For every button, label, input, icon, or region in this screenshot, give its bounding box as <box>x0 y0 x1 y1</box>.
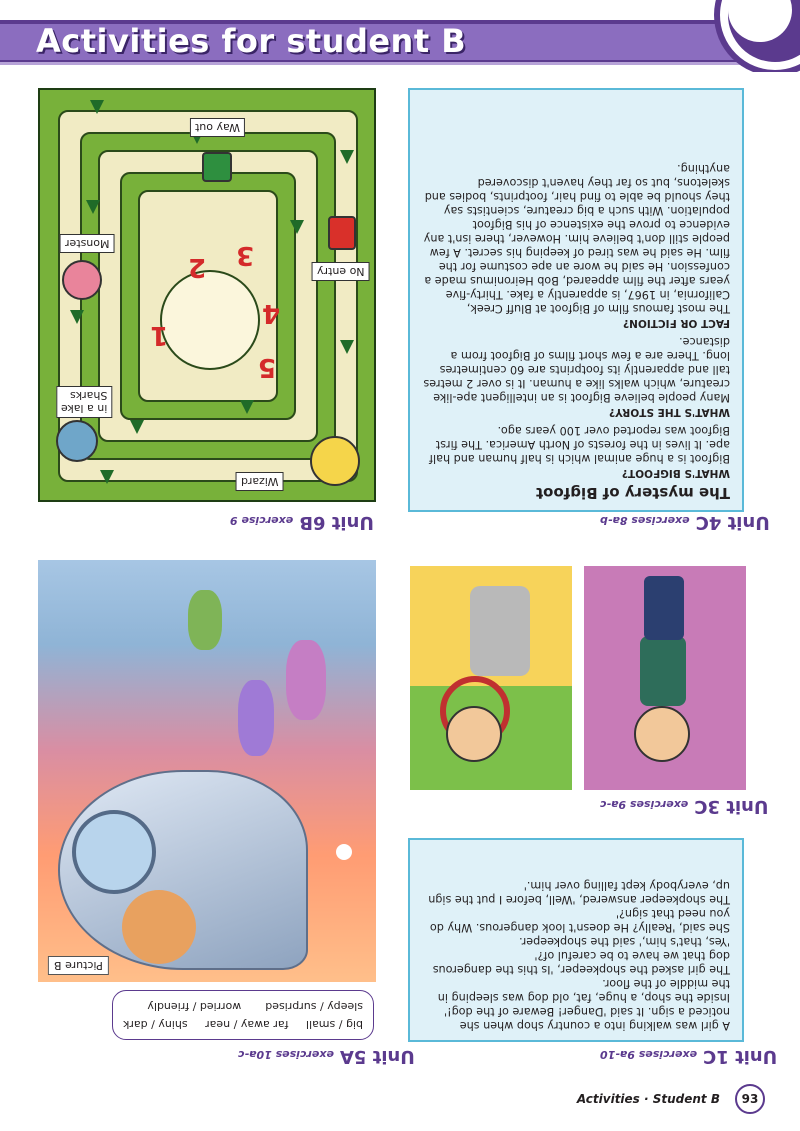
word-pair: worried / friendly <box>147 1000 242 1013</box>
bigfoot-heading-2: WHAT'S THE STORY? <box>609 406 730 418</box>
boy-face-icon <box>634 706 690 762</box>
tree-icon <box>90 100 104 114</box>
boy-body-icon <box>640 636 686 706</box>
tag-no-entry: No entry <box>312 262 370 281</box>
unit-6b-exercise: exercise 9 <box>230 514 294 527</box>
bigfoot-heading-3: FACT OR FICTION? <box>623 317 730 329</box>
tag-monster: Monster <box>60 234 115 253</box>
star-icon <box>336 844 352 860</box>
tree-icon <box>240 400 254 414</box>
unit-6b-title: Unit 6B <box>299 512 374 533</box>
cartoon-boy-falling <box>584 566 746 790</box>
bigfoot-text <box>410 90 742 510</box>
tree-icon <box>86 200 100 214</box>
tag-sharks-line-1: Sharks <box>69 389 108 402</box>
word-pairs-box <box>112 990 374 1040</box>
tree-icon <box>340 150 354 164</box>
cartoon-boy-bike <box>410 566 572 790</box>
story-para-1: A girl was walking into a country shop when she noticed a sign. It said 'Danger! Beware of the dog!' Inside the shop, a huge, fat, old dog was sleeping in the middle of the floor. <box>437 977 730 1032</box>
unit-5a-title: Unit 5A <box>339 1046 415 1067</box>
unit-4c-label <box>600 512 770 533</box>
alien-icon <box>286 640 326 720</box>
maze-center <box>160 270 260 370</box>
unit-1c-title: Unit 1C <box>703 1046 778 1067</box>
alien-icon <box>238 680 274 756</box>
tree-icon <box>100 470 114 484</box>
tag-sharks-line-2: in a lake <box>61 402 108 415</box>
boy-legs-icon <box>470 586 530 676</box>
bigfoot-para-3: The most famous film of Bigfoot at Bluff Creek, California, in 1967, is apparently a fake. Thirty-five years after the film appeared, Bob Heironimus made a confession. He said he wore an ape costume for the film. He said he was tired of keeping his secret. A few people still don't believe him. However, there isn't any evidence to prove the existence of his Bigfoot population. With such a big creature, scientists say they should be able to find hair, footprints, bodies and skeletons, but so far they haven't discovered anything. <box>423 162 730 315</box>
tag-wizard: Wizard <box>236 472 284 491</box>
unit-5a-exercise: exercises 10a-c <box>238 1048 334 1061</box>
monster-icon <box>62 260 102 300</box>
picture-b-label: Picture B <box>48 956 109 975</box>
bigfoot-para-2: Many people believe Bigfoot is an intelligent ape-like creature, which walks like a human. It is over 2 metres tall and apparently its footprints are 60 centimetres long. There are a few short films of Bigfoot from a distance. <box>423 335 730 404</box>
wizard-icon <box>310 436 360 486</box>
story-para-3: 'Yes, that's him,' said the shopkeeper. <box>519 935 730 948</box>
page-number: 93 <box>735 1084 765 1114</box>
maze-picture <box>38 88 376 502</box>
word-pair: big / small <box>305 1018 363 1031</box>
word-pairs <box>113 991 373 1039</box>
rocket-window-icon <box>72 810 156 894</box>
boy-face-icon <box>446 706 502 762</box>
unit-1c-label <box>600 1046 777 1067</box>
maze-number: 2 <box>188 252 207 282</box>
word-pairs-row-2 <box>123 997 363 1015</box>
page-title: Activities for student B <box>36 22 467 60</box>
space-picture <box>38 560 376 982</box>
unit-1c-exercise: exercises 9a-10 <box>600 1048 698 1061</box>
unit-3c-title: Unit 3C <box>694 796 769 817</box>
unit-3c-exercise: exercises 9a-c <box>600 798 689 811</box>
planet-icon <box>122 890 196 964</box>
word-pair: shiny / dark <box>123 1018 188 1031</box>
word-pair: sleepy / surprised <box>265 1000 363 1013</box>
exit-icon <box>202 152 232 182</box>
no-entry-icon <box>328 216 356 250</box>
tree-icon <box>70 310 84 324</box>
tree-icon <box>340 340 354 354</box>
maze-number: 1 <box>150 320 169 350</box>
bigfoot-para-1: Bigfoot is a huge animal which is half human and half ape. It lives in the forests of North America. The first Bigfoot was reported over 100 years ago. <box>429 424 730 465</box>
tag-sharks <box>56 386 112 418</box>
maze-number: 3 <box>236 240 255 270</box>
alien-icon <box>188 590 222 650</box>
story-para-2: The girl asked the shopkeeper, 'Is this the dangerous dog that we have to be careful of?' <box>432 949 730 976</box>
header-band-line <box>0 62 800 65</box>
maze-number: 4 <box>262 298 281 328</box>
story-para-4: She said, 'Really? He doesn't look dangerous. Why do you need that sign?' <box>429 907 730 934</box>
unit-3c-label <box>600 796 769 817</box>
unit-6b-label <box>230 512 374 533</box>
bigfoot-heading-1: WHAT'S BIGFOOT? <box>621 467 730 479</box>
bigfoot-text-box <box>408 88 744 512</box>
bigfoot-title: The mystery of Bigfoot <box>535 484 730 502</box>
unit-4c-exercise: exercises 8a-b <box>600 514 690 527</box>
word-pairs-row-1 <box>123 1015 363 1033</box>
boy-legs-icon <box>644 576 684 640</box>
story-para-5: The shopkeeper answered, 'Well, before I put the sign up, everybody kept falling over him.' <box>428 879 730 906</box>
shark-lake-icon <box>56 420 98 462</box>
header-band <box>0 0 800 72</box>
maze-number: 5 <box>258 352 277 382</box>
tag-way-out: Way out <box>190 118 245 137</box>
unit-5a-label <box>238 1046 415 1067</box>
word-pair: far away / near <box>205 1018 289 1031</box>
footer-text: Activities · Student B <box>576 1092 720 1106</box>
story-text-box <box>408 838 744 1042</box>
tree-icon <box>290 220 304 234</box>
story-text <box>410 840 742 1040</box>
unit-4c-title: Unit 4C <box>695 512 770 533</box>
tree-icon <box>130 420 144 434</box>
